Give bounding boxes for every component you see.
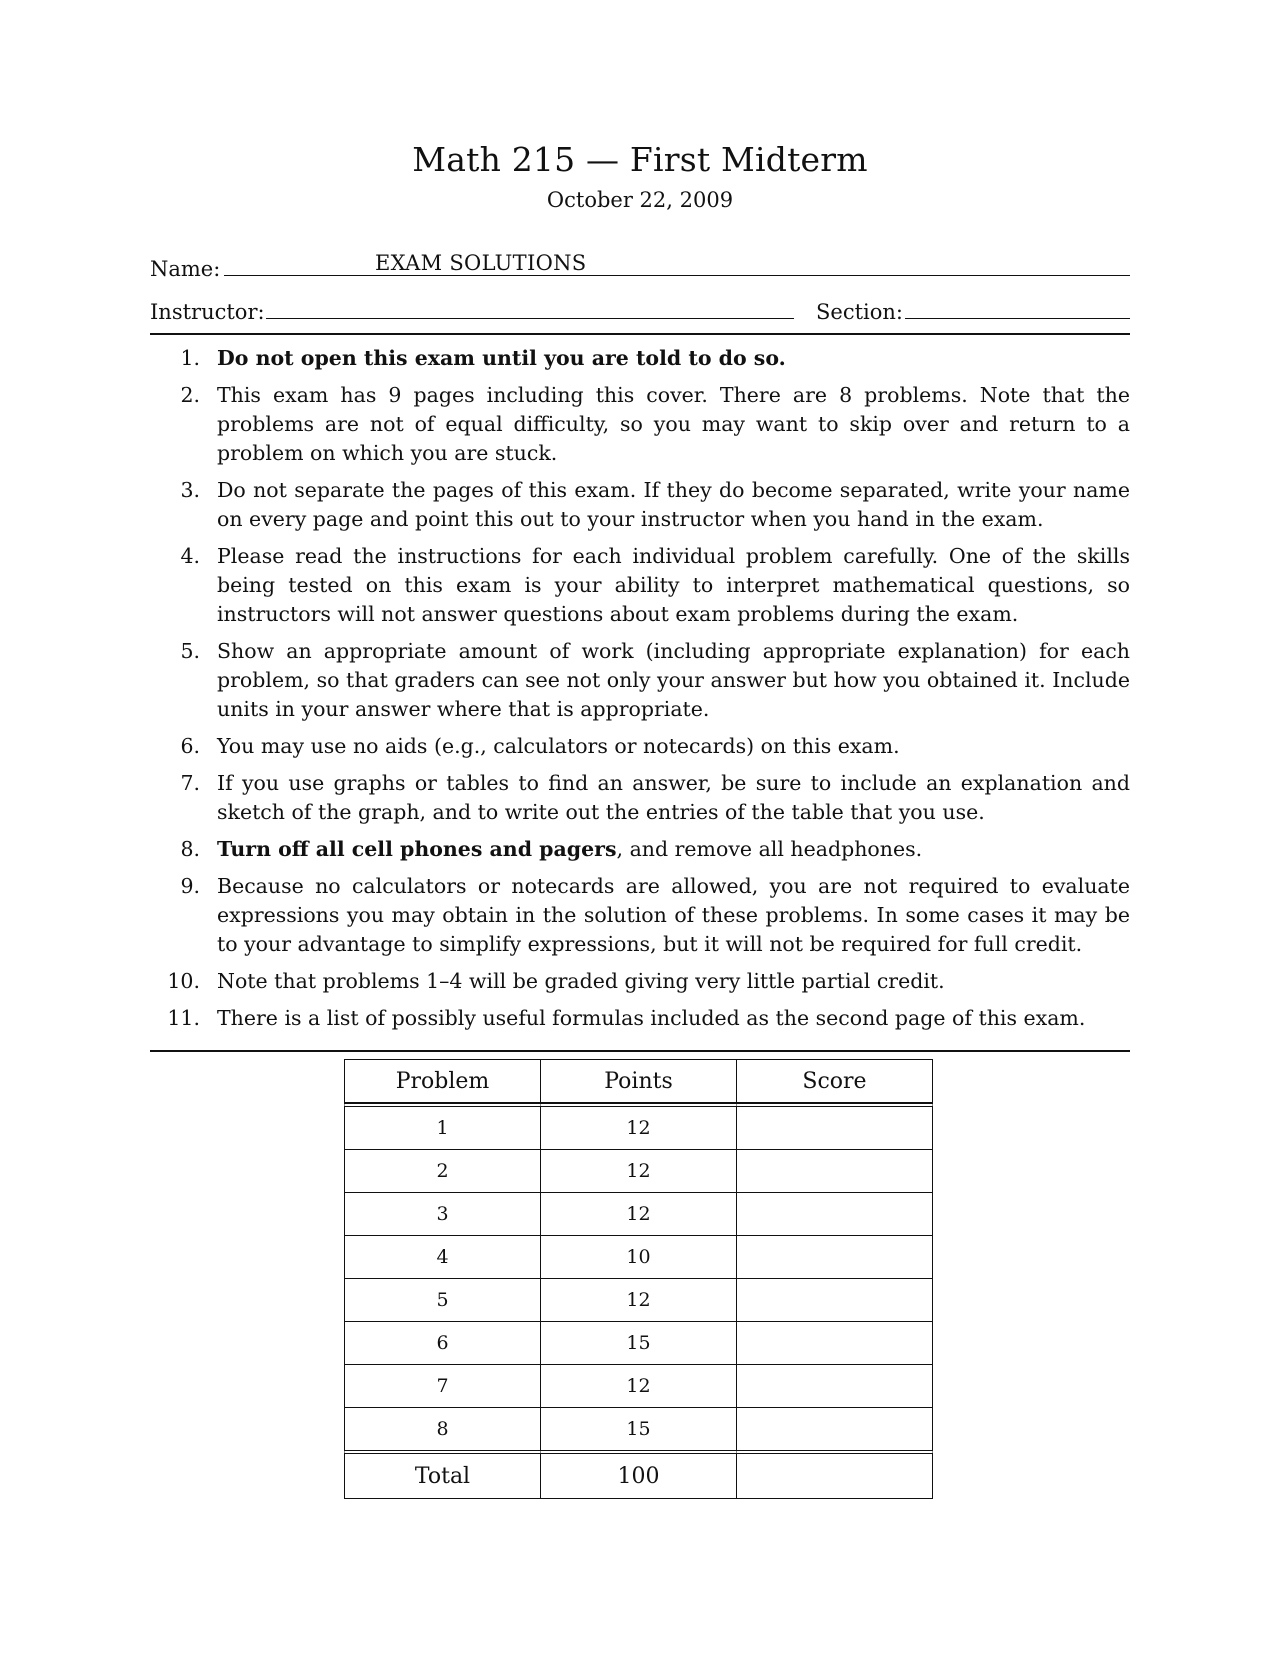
instruction-number: 9. [180, 874, 200, 898]
score-cell[interactable] [736, 1235, 933, 1278]
points-cell: 15 [540, 1407, 736, 1450]
problem-number-cell: 7 [344, 1364, 540, 1407]
score-row [344, 1149, 933, 1192]
instruction-item [150, 769, 1130, 827]
problem-number-cell: 4 [344, 1235, 540, 1278]
score-cell[interactable] [736, 1321, 933, 1364]
instruction-item [150, 872, 1130, 959]
section-field[interactable] [905, 318, 1130, 319]
instruction-item [150, 732, 1130, 761]
score-cell[interactable] [736, 1103, 933, 1149]
score-table [344, 1059, 933, 1499]
instruction-number: 3. [180, 478, 200, 502]
instruction-number: 6. [180, 734, 200, 758]
instruction-text: , and remove all headphones. [616, 837, 923, 861]
instruction-number: 1. [180, 346, 200, 370]
score-cell[interactable] [736, 1278, 933, 1321]
problem-number-cell: 6 [344, 1321, 540, 1364]
score-table-header [344, 1059, 933, 1103]
score-row [344, 1321, 933, 1364]
problem-number-cell: 1 [344, 1103, 540, 1149]
instruction-item [150, 967, 1130, 996]
score-row [344, 1103, 933, 1149]
instructor-field[interactable] [266, 318, 794, 319]
problem-number-cell: 5 [344, 1278, 540, 1321]
exam-title: Math 215 — First Midterm [412, 140, 868, 179]
instruction-number: 10. [167, 969, 200, 993]
instruction-item [150, 381, 1130, 468]
instruction-number: 7. [180, 771, 200, 795]
header-points: Points [540, 1059, 736, 1103]
total-label-cell: Total [344, 1450, 540, 1499]
instruction-number: 8. [180, 837, 200, 861]
instruction-number: 11. [167, 1006, 200, 1030]
problem-number-cell: 2 [344, 1149, 540, 1192]
problem-number-cell: 8 [344, 1407, 540, 1450]
score-cell[interactable] [736, 1149, 933, 1192]
name-value: EXAM SOLUTIONS [375, 251, 587, 275]
instruction-text: Note that problems 1–4 will be graded giving very little partial credit. [217, 969, 945, 993]
instruction-item [150, 835, 1130, 864]
instruction-item [150, 637, 1130, 724]
instruction-item [150, 542, 1130, 629]
header-score: Score [736, 1059, 933, 1103]
instruction-number: 4. [180, 544, 200, 568]
instruction-text: Please read the instructions for each individual problem carefully. One of the skills being tested on this exam is your ability to interpret mathematical questions, so instructors will not answer questions about exam problems during the exam. [217, 544, 1130, 626]
instruction-bold-text: Turn off all cell phones and pagers [217, 837, 617, 861]
score-cell[interactable] [736, 1192, 933, 1235]
name-label: Name: [150, 257, 221, 281]
instruction-bold-text: Do not open this exam until you are told to do so. [217, 346, 786, 370]
score-row [344, 1192, 933, 1235]
header-problem: Problem [344, 1059, 540, 1103]
score-cell[interactable] [736, 1407, 933, 1450]
name-field[interactable] [224, 275, 1130, 276]
section-label: Section: [816, 300, 903, 324]
points-cell: 10 [540, 1235, 736, 1278]
points-cell: 12 [540, 1103, 736, 1149]
score-row [344, 1407, 933, 1450]
top-divider [150, 333, 1130, 335]
score-row [344, 1278, 933, 1321]
instruction-text: You may use no aids (e.g., calculators or notecards) on this exam. [217, 734, 900, 758]
total-points-cell: 100 [540, 1450, 736, 1499]
instruction-text: Show an appropriate amount of work (including appropriate explanation) for each problem, so that graders can see not only your answer but how you obtained it. Include units in your answer where that is appropriate. [217, 639, 1130, 721]
points-cell: 12 [540, 1192, 736, 1235]
score-row [344, 1235, 933, 1278]
instruction-text: Do not separate the pages of this exam. If they do become separated, write your name on every page and point this out to your instructor when you hand in the exam. [217, 478, 1130, 531]
total-score-cell[interactable] [736, 1450, 933, 1499]
problem-number-cell: 3 [344, 1192, 540, 1235]
exam-date: October 22, 2009 [546, 188, 734, 212]
instruction-text: This exam has 9 pages including this cover. There are 8 problems. Note that the problems are not of equal difficulty, so you may want to skip over and return to a problem on which you are stuck. [217, 383, 1130, 465]
points-cell: 12 [540, 1278, 736, 1321]
instruction-item [150, 1004, 1130, 1033]
points-cell: 12 [540, 1364, 736, 1407]
instruction-text: Because no calculators or notecards are allowed, you are not required to evaluate expressions you may obtain in the solution of these problems. In some cases it may be to your advantage to simplify expressions, but it will not be required for full credit. [217, 874, 1130, 956]
instructions-list [150, 344, 1130, 1041]
points-cell: 15 [540, 1321, 736, 1364]
instruction-text: If you use graphs or tables to find an answer, be sure to include an explanation and sketch of the graph, and to write out the entries of the table that you use. [217, 771, 1130, 824]
total-row [344, 1450, 933, 1499]
instruction-item [150, 476, 1130, 534]
score-cell[interactable] [736, 1364, 933, 1407]
instruction-item [150, 344, 1130, 373]
instructor-label: Instructor: [150, 300, 265, 324]
points-cell: 12 [540, 1149, 736, 1192]
bottom-divider [150, 1050, 1130, 1052]
instruction-number: 2. [180, 383, 200, 407]
instruction-text: There is a list of possibly useful formulas included as the second page of this exam. [217, 1006, 1086, 1030]
instruction-number: 5. [180, 639, 200, 663]
score-row [344, 1364, 933, 1407]
